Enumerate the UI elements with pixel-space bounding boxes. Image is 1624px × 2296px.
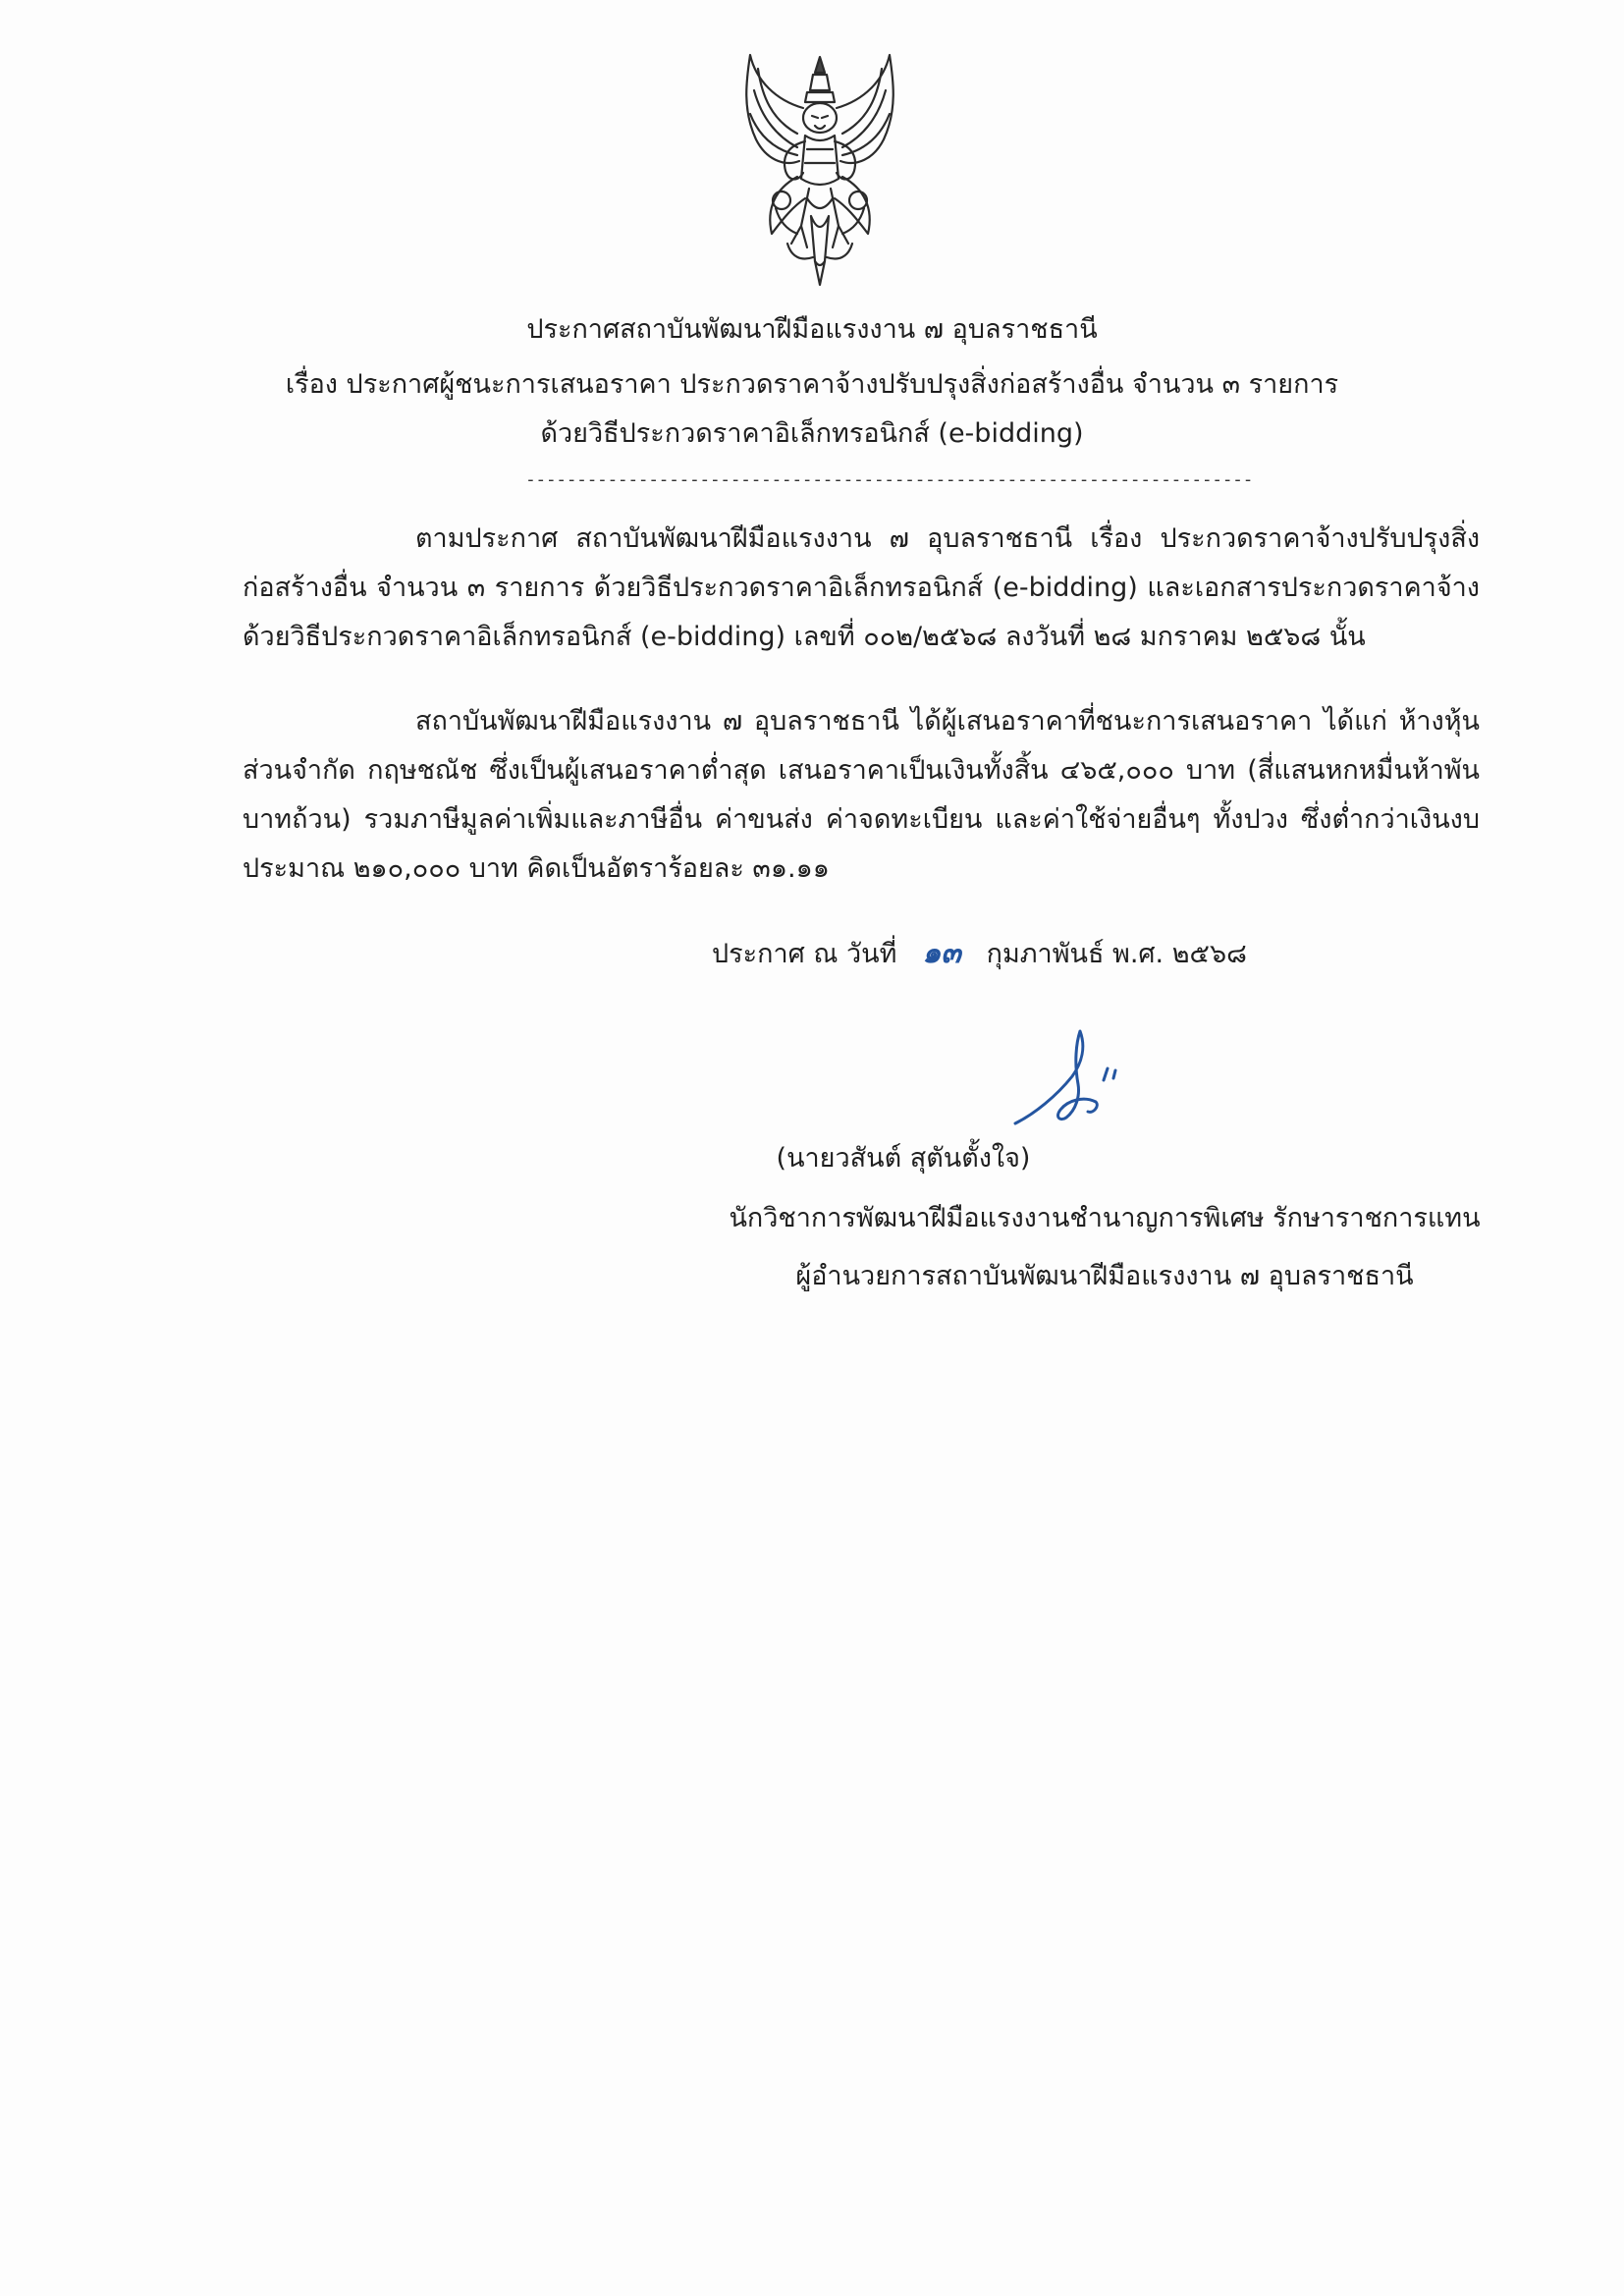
separator-line: ----------------------------------------------------------------------- [525,469,1254,490]
body-paragraph-1: ตามประกาศ สถาบันพัฒนาฝีมือแรงงาน ๗ อุบลราชธานี เรื่อง ประกวดราคาจ้างปรับปรุงสิ่งก่อสร้างอื่น จำนวน ๓ รายการ ด้วยวิธีประกวดราคาอิเล็กทรอนิกส์ (e-bidding) และเอกสารประกวดราคาจ้างด้วยวิธีประกวดราคาอิเล็กทรอนิกส์ (e-bidding) เลขที่ ๐๐๒/๒๕๖๘ ลงวันที่ ๒๘ มกราคม ๒๕๖๘ นั้น [243,523,1480,652]
garuda-emblem-icon [736,51,903,302]
document-subject: เรื่อง ประกาศผู้ชนะการเสนอราคา ประกวดราคาจ้างปรับปรุงสิ่งก่อสร้างอื่น จำนวน ๓ รายการ [285,369,1339,400]
signatory-name: (นายวสันต์ สุตันตั้งใจ) [776,1143,1031,1174]
document-method: ด้วยวิธีประกวดราคาอิเล็กทรอนิกส์ (e-bidding) [540,418,1084,449]
signatory-office: ผู้อำนวยการสถาบันพัฒนาฝีมือแรงงาน ๗ อุบลราชธานี [795,1261,1414,1291]
document-title: ประกาศสถาบันพัฒนาฝีมือแรงงาน ๗ อุบลราชธานี [526,314,1098,345]
announcement-date [712,929,1247,979]
body-paragraph-2: สถาบันพัฒนาฝีมือแรงงาน ๗ อุบลราชธานี ได้ผู้เสนอราคาที่ชนะการเสนอราคา ได้แก่ ห้างหุ้นส่วนจำกัด กฤษชณัช ซึ่งเป็นผู้เสนอราคาต่ำสุด เสนอราคาเป็นเงินทั้งสิ้น ๔๖๕,๐๐๐ บาท (สี่แสนหกหมื่นห้าพันบาทถ้วน) รวมภาษีมูลค่าเพิ่มและภาษีอื่น ค่าขนส่ง ค่าจดทะเบียน และค่าใช้จ่ายอื่นๆ ทั้งปวง ซึ่งต่ำกว่าเงินงบประมาณ ๒๑๐,๐๐๐ บาท คิดเป็นอัตราร้อยละ ๓๑.๑๑ [243,706,1480,884]
handwritten-day: ๑๓ [922,936,961,970]
announcement-prefix: ประกาศ ณ วันที่ [712,939,897,969]
signatory-position: นักวิชาการพัฒนาฝีมือแรงงานชำนาญการพิเศษ รักษาราชการแทน [729,1203,1481,1233]
signature-icon [1005,1023,1143,1133]
announcement-month-year: กุมภาพันธ์ พ.ศ. ๒๕๖๘ [986,939,1247,969]
